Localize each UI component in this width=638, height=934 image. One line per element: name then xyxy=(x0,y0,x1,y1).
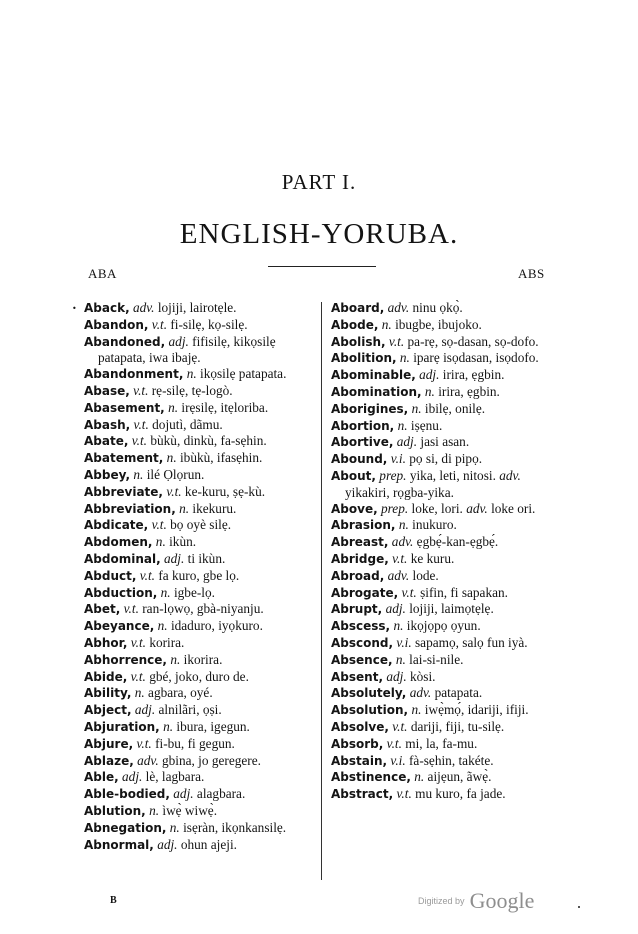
title-rule xyxy=(268,266,376,267)
dictionary-entry xyxy=(331,517,561,534)
entry-part-of-speech: prep. xyxy=(380,500,409,516)
entry-definition: ikùn. xyxy=(169,534,197,550)
entry-part-of-speech: v.t. xyxy=(386,735,402,751)
dictionary-entry xyxy=(84,417,316,434)
entry-headword: Abjuration, xyxy=(84,719,160,734)
entry-headword: Absorb, xyxy=(331,736,384,751)
dictionary-entry xyxy=(84,400,316,417)
entry-definition: ìwẹ̀ wiwẹ̀. xyxy=(162,802,218,818)
entry-headword: Abstinence, xyxy=(331,770,411,785)
entry-headword: Abandoned, xyxy=(84,334,166,349)
entry-headword: Ability, xyxy=(84,686,132,701)
dictionary-entry xyxy=(84,517,316,534)
part-heading: PART I. xyxy=(281,170,357,194)
entry-part-of-speech: n. xyxy=(134,685,145,701)
dictionary-entry xyxy=(331,534,561,551)
entry-headword: Abet, xyxy=(84,602,121,617)
entry-definition: iṣẹnu. xyxy=(410,417,443,433)
entry-headword: Abscess, xyxy=(331,619,391,634)
dictionary-entry xyxy=(84,484,316,501)
entry-definition: lè, lagbara. xyxy=(145,769,205,785)
entry-definition: igbe-lọ. xyxy=(173,584,215,600)
entry-definition: loke, lori. xyxy=(411,500,463,516)
dictionary-entry xyxy=(331,501,561,518)
dictionary-entry xyxy=(84,719,316,736)
dictionary-entry xyxy=(84,820,316,837)
entry-headword: Abject, xyxy=(84,703,132,718)
entry-definition: pa-rẹ, sọ-dasan, sọ-dofo. xyxy=(407,333,539,349)
dictionary-entry xyxy=(331,350,561,367)
entry-part-of-speech: v.i. xyxy=(390,752,406,768)
entry-headword: Ablaze, xyxy=(84,753,134,768)
entry-headword: Abreast, xyxy=(331,535,389,550)
dictionary-entry xyxy=(331,618,561,635)
entry-part-of-speech: v.t. xyxy=(401,584,417,600)
entry-definition: dojutì, dãmu. xyxy=(152,416,223,432)
entry-part-of-speech: n. xyxy=(166,450,177,466)
dictionary-entry xyxy=(331,451,561,468)
dictionary-entry xyxy=(331,736,561,753)
dictionary-entry xyxy=(84,601,316,618)
entry-definition: ikekuru. xyxy=(192,500,237,516)
entry-definition: lode. xyxy=(412,567,439,583)
entry-headword: Abnegation, xyxy=(84,820,167,835)
entry-definition: iparẹ isọdasan, isọdofo. xyxy=(413,350,539,366)
entry-headword: Abortion, xyxy=(331,418,395,433)
dictionary-entry xyxy=(84,534,316,551)
dictionary-entry xyxy=(84,702,316,719)
entry-definition: ke-kuru, ṣẹ-kù. xyxy=(184,483,266,499)
dictionary-entry xyxy=(84,753,316,770)
entry-headword: Absolve, xyxy=(331,719,389,734)
dictionary-entry xyxy=(84,837,316,854)
entry-definition: patapata. xyxy=(434,685,483,701)
entry-headword: Abominable, xyxy=(331,368,416,383)
margin-dot-icon: • xyxy=(72,304,77,313)
entry-definition: rẹ-silẹ, tẹ-logò. xyxy=(151,382,233,398)
entry-headword: Abrogate, xyxy=(331,585,399,600)
entry-definition: ibura, igegun. xyxy=(176,718,250,734)
entry-headword: Abbreviate, xyxy=(84,484,163,499)
entry-definition: ẹgbẹ́-kan-ẹgbẹ́. xyxy=(416,534,499,550)
dictionary-entry xyxy=(331,418,561,435)
entry-headword: Absolution, xyxy=(331,703,409,718)
entry-headword: Abdominal, xyxy=(84,551,161,566)
dictionary-entry xyxy=(331,568,561,585)
entry-definition: idaduro, iyọkuro. xyxy=(170,618,263,634)
entry-part-of-speech: adj. xyxy=(419,367,440,383)
entry-part-of-speech: n. xyxy=(133,466,144,482)
entry-definition: bùkù, dinkù, fa-sẹhin. xyxy=(150,433,267,449)
entry-headword: Abhor, xyxy=(84,635,128,650)
entry-part-of-speech: v.t. xyxy=(151,316,168,332)
entry-definition: ikọjọpọ ọyun. xyxy=(406,618,481,634)
dictionary-entry xyxy=(331,367,561,384)
entry-definition: yika, leti, nitosi. xyxy=(409,467,496,483)
entries-column-left xyxy=(84,300,316,853)
entry-definition: inukuro. xyxy=(412,517,457,533)
entry-part-of-speech: v.t. xyxy=(130,668,146,684)
dictionary-entry xyxy=(331,769,561,786)
entry-definition: bọ oyè silẹ. xyxy=(170,517,232,533)
dictionary-entry xyxy=(84,383,316,400)
entry-part-of-speech: n. xyxy=(399,350,410,366)
dictionary-entry xyxy=(331,585,561,602)
entry-definition: fa kuro, gbe lọ. xyxy=(158,567,240,583)
entry-definition: fifisilẹ, kikọsilẹ patapata, iwa ibajẹ. xyxy=(98,333,276,366)
entry-part-of-speech: n. xyxy=(163,718,174,734)
entry-part-of-speech: v.t. xyxy=(130,634,146,650)
dictionary-entry xyxy=(84,786,316,803)
column-divider xyxy=(321,302,322,880)
entry-part-of-speech: adj. xyxy=(122,769,143,785)
entry-part-of-speech: n. xyxy=(168,399,179,415)
entry-part-of-speech: v.i. xyxy=(390,451,406,467)
entry-part-of-speech: n. xyxy=(169,819,180,835)
entry-part-of-speech: adv. xyxy=(391,534,414,550)
entry-part-of-speech: v.t. xyxy=(139,567,156,583)
entry-part-of-speech: adv. xyxy=(409,685,432,701)
entry-part-of-speech: n. xyxy=(179,500,190,516)
entry-part-of-speech: n. xyxy=(398,517,409,533)
entry-definition: ṣifin, fi sapakan. xyxy=(420,584,508,600)
entry-headword: Abduction, xyxy=(84,585,158,600)
entry-headword: Abjure, xyxy=(84,736,134,751)
entry-definition: gbina, jo geregere. xyxy=(161,752,261,768)
entry-headword: Abomination, xyxy=(331,384,422,399)
entry-definition: yikakiri, rọgba-yika. xyxy=(345,484,454,500)
dictionary-entry xyxy=(331,300,561,317)
entry-part-of-speech: n. xyxy=(186,366,197,382)
entry-part-of-speech: prep. xyxy=(379,467,407,483)
entry-definition: jasi asan. xyxy=(420,434,470,450)
entry-definition: ibugbe, ibujoko. xyxy=(395,316,482,332)
entry-definition: aijẹun, ãwẹ̀. xyxy=(427,769,492,785)
entry-part-of-speech: n. xyxy=(393,618,404,634)
guide-word-right: ABS xyxy=(518,266,545,281)
dictionary-entry xyxy=(84,334,316,367)
entry-definition: ninu ọkọ̀. xyxy=(412,300,463,315)
dictionary-title: ENGLISH-YORUBA. xyxy=(179,218,459,250)
entry-part-of-speech: v.t. xyxy=(151,517,167,533)
entry-headword: Ablution, xyxy=(84,803,146,818)
dictionary-entry xyxy=(84,467,316,484)
entry-headword: Abatement, xyxy=(84,451,164,466)
dictionary-entry xyxy=(84,652,316,669)
entry-definition: loke ori. xyxy=(491,500,536,516)
entry-part-of-speech: n. xyxy=(414,769,425,785)
dictionary-entry xyxy=(331,652,561,669)
dictionary-entry xyxy=(84,300,316,317)
entry-part-of-speech: n. xyxy=(157,618,168,634)
entry-headword: Abroad, xyxy=(331,568,385,583)
entry-definition: fi-bu, fi gegun. xyxy=(155,735,235,751)
entry-part-of-speech: adj. xyxy=(157,836,178,852)
entry-headword: Abandonment, xyxy=(84,367,184,382)
entry-definition: iwẹ̀mọ́, idariji, ifiji. xyxy=(424,702,529,718)
dictionary-entry xyxy=(84,317,316,334)
entry-part-of-speech: adv. xyxy=(137,752,159,768)
entry-headword: Aback, xyxy=(84,301,130,315)
signature-mark: B xyxy=(110,895,117,906)
page-speck xyxy=(578,906,580,908)
entry-part-of-speech: v.t. xyxy=(392,550,408,566)
entry-part-of-speech: adv. xyxy=(132,300,155,315)
entry-part-of-speech: v.t. xyxy=(136,735,152,751)
entry-part-of-speech: v.t. xyxy=(133,416,149,432)
dictionary-entry xyxy=(84,736,316,753)
entry-headword: Absence, xyxy=(331,652,393,667)
entry-part-of-speech: n. xyxy=(397,417,408,433)
entry-part-of-speech: v.t. xyxy=(131,433,148,449)
dictionary-entry xyxy=(84,685,316,702)
entry-headword: Abase, xyxy=(84,383,130,398)
entry-definition: agbara, oyé. xyxy=(148,685,213,701)
dictionary-entry xyxy=(84,635,316,652)
entry-part-of-speech: n. xyxy=(170,651,181,667)
entry-headword: Abode, xyxy=(331,317,379,332)
entry-part-of-speech: adv. xyxy=(387,567,410,583)
entry-headword: Abeyance, xyxy=(84,619,155,634)
entry-headword: Absolutely, xyxy=(331,686,407,701)
entry-headword: Abortive, xyxy=(331,435,394,450)
watermark-prefix: Digitized by xyxy=(418,896,465,906)
dictionary-entry xyxy=(84,769,316,786)
entry-definition: ibùkù, ifasẹhin. xyxy=(179,450,263,466)
dictionary-entry xyxy=(84,551,316,568)
entry-headword: Abdomen, xyxy=(84,535,153,550)
entry-headword: Abound, xyxy=(331,452,388,467)
entry-definition: alnilãri, ọṣi. xyxy=(158,702,222,718)
watermark xyxy=(418,888,534,914)
entry-part-of-speech: adj. xyxy=(385,601,406,617)
entry-definition: irira, ẹgbin. xyxy=(442,367,505,383)
entry-definition: fà-sẹhin, takéte. xyxy=(409,752,494,768)
entry-headword: Abolition, xyxy=(331,351,397,366)
entry-part-of-speech: adj. xyxy=(396,434,418,450)
entry-part-of-speech: v.t. xyxy=(133,382,149,398)
dictionary-entry xyxy=(84,585,316,602)
dictionary-entry xyxy=(331,685,561,702)
entry-part-of-speech: n. xyxy=(155,534,166,550)
entry-definition: ilé Ọlọrun. xyxy=(146,466,205,482)
entry-part-of-speech: v.t. xyxy=(388,333,405,349)
dictionary-entry xyxy=(331,635,561,652)
entry-part-of-speech: n. xyxy=(411,400,422,416)
dictionary-entry xyxy=(331,702,561,719)
entry-headword: Abrupt, xyxy=(331,602,383,617)
dictionary-entry xyxy=(331,601,561,618)
entry-part-of-speech: n. xyxy=(411,702,422,718)
dictionary-entry xyxy=(84,450,316,467)
dictionary-entry xyxy=(84,568,316,585)
entry-headword: Able, xyxy=(84,770,119,785)
entry-headword: Abduct, xyxy=(84,568,137,583)
entry-definition: alagbara. xyxy=(196,786,246,802)
watermark-logo: Google xyxy=(469,888,535,913)
entry-definition: ikọsilẹ patapata. xyxy=(200,366,287,382)
entry-definition: mu kuro, fa jade. xyxy=(415,786,506,802)
entry-part-of-speech: v.t. xyxy=(166,483,182,499)
entry-definition: ke kuru. xyxy=(410,550,455,566)
entry-definition: ikorira. xyxy=(183,651,223,667)
entry-headword: Abdicate, xyxy=(84,518,149,533)
guide-word-left: ABA xyxy=(88,266,117,281)
entry-headword: Abstain, xyxy=(331,753,388,768)
entry-headword: Abolish, xyxy=(331,334,386,349)
entry-definition: gbé, joko, duro de. xyxy=(149,668,249,684)
entry-headword: Abrasion, xyxy=(331,518,396,533)
entry-headword: Abscond, xyxy=(331,635,394,650)
entry-headword: Able-bodied, xyxy=(84,787,170,802)
entry-definition: ran-lọwọ, gbà-niyanju. xyxy=(142,601,264,617)
entry-headword: Above, xyxy=(331,501,378,516)
entry-definition: irẹsilẹ, itẹloriba. xyxy=(181,399,269,415)
entry-definition: ti ikùn. xyxy=(187,550,226,566)
entry-part-of-speech: v.t. xyxy=(396,786,412,802)
dictionary-entry xyxy=(331,334,561,351)
entry-headword: Abstract, xyxy=(331,787,394,802)
entry-headword: Abate, xyxy=(84,434,129,449)
entry-definition: irira, ẹgbin. xyxy=(438,383,500,399)
entry-definition: lojiji, laimọtẹlẹ. xyxy=(409,601,494,617)
entry-definition: lojiji, lairotẹle. xyxy=(157,300,237,315)
dictionary-entry xyxy=(84,433,316,450)
dictionary-entry xyxy=(331,719,561,736)
entry-part-of-speech: v.t. xyxy=(392,718,408,734)
entry-part-of-speech: adv. xyxy=(499,467,521,483)
dictionary-entry xyxy=(84,669,316,686)
entry-definition: ohun ajeji. xyxy=(180,836,237,852)
entry-part-of-speech: adj. xyxy=(168,333,189,349)
dictionary-entry xyxy=(84,618,316,635)
entry-definition: pọ si, di pipọ. xyxy=(409,451,483,467)
entry-headword: Abash, xyxy=(84,417,131,432)
dictionary-entry xyxy=(331,317,561,334)
entry-part-of-speech: adj. xyxy=(163,550,185,566)
entry-definition: isẹràn, ikọnkansilẹ. xyxy=(183,819,287,835)
dictionary-entry xyxy=(331,434,561,451)
entry-headword: Abide, xyxy=(84,669,128,684)
entry-part-of-speech: n. xyxy=(149,802,160,818)
entry-part-of-speech: v.i. xyxy=(396,634,412,650)
entry-headword: Abnormal, xyxy=(84,837,154,852)
entry-definition: kòsi. xyxy=(409,668,436,684)
entry-definition: mi, la, fa-mu. xyxy=(405,735,478,751)
entry-part-of-speech: adj. xyxy=(134,702,156,718)
entry-definition: dariji, fiji, tu-silẹ. xyxy=(410,718,505,734)
dictionary-entry xyxy=(84,366,316,383)
entry-definition: lai-si-nile. xyxy=(409,651,464,667)
dictionary-entry xyxy=(331,401,561,418)
entry-part-of-speech: adv. xyxy=(466,500,488,516)
entry-headword: Absent, xyxy=(331,669,383,684)
dictionary-entry xyxy=(84,501,316,518)
entry-part-of-speech: v.t. xyxy=(123,601,139,617)
entry-definition: ibilẹ, onilẹ. xyxy=(424,400,486,416)
dictionary-entry xyxy=(331,786,561,803)
entry-headword: About, xyxy=(331,468,376,483)
entries-column-right xyxy=(331,300,561,803)
entry-headword: Abridge, xyxy=(331,551,389,566)
entry-headword: Abandon, xyxy=(84,317,149,332)
dictionary-entry xyxy=(331,468,561,501)
dictionary-entry xyxy=(84,803,316,820)
dictionary-entry xyxy=(331,669,561,686)
entry-part-of-speech: adj. xyxy=(386,668,407,684)
entry-part-of-speech: n. xyxy=(395,651,406,667)
entry-part-of-speech: n. xyxy=(381,316,392,332)
entry-part-of-speech: n. xyxy=(424,383,435,399)
entry-part-of-speech: n. xyxy=(160,584,171,600)
entry-part-of-speech: adj. xyxy=(173,786,194,802)
entry-headword: Aboard, xyxy=(331,301,385,315)
entry-definition: sapamọ, salọ fun iyà. xyxy=(415,634,528,650)
entry-headword: Abbreviation, xyxy=(84,501,176,516)
dictionary-entry xyxy=(331,753,561,770)
entry-headword: Abbey, xyxy=(84,467,131,482)
dictionary-entry xyxy=(331,384,561,401)
entry-definition: fi-silẹ, kọ-silẹ. xyxy=(170,316,248,332)
entry-part-of-speech: adv. xyxy=(387,300,410,315)
entry-definition: korira. xyxy=(149,634,185,650)
dictionary-entry xyxy=(331,551,561,568)
entry-headword: Abasement, xyxy=(84,400,165,415)
entry-headword: Abhorrence, xyxy=(84,652,167,667)
entry-headword: Aborigines, xyxy=(331,401,409,416)
